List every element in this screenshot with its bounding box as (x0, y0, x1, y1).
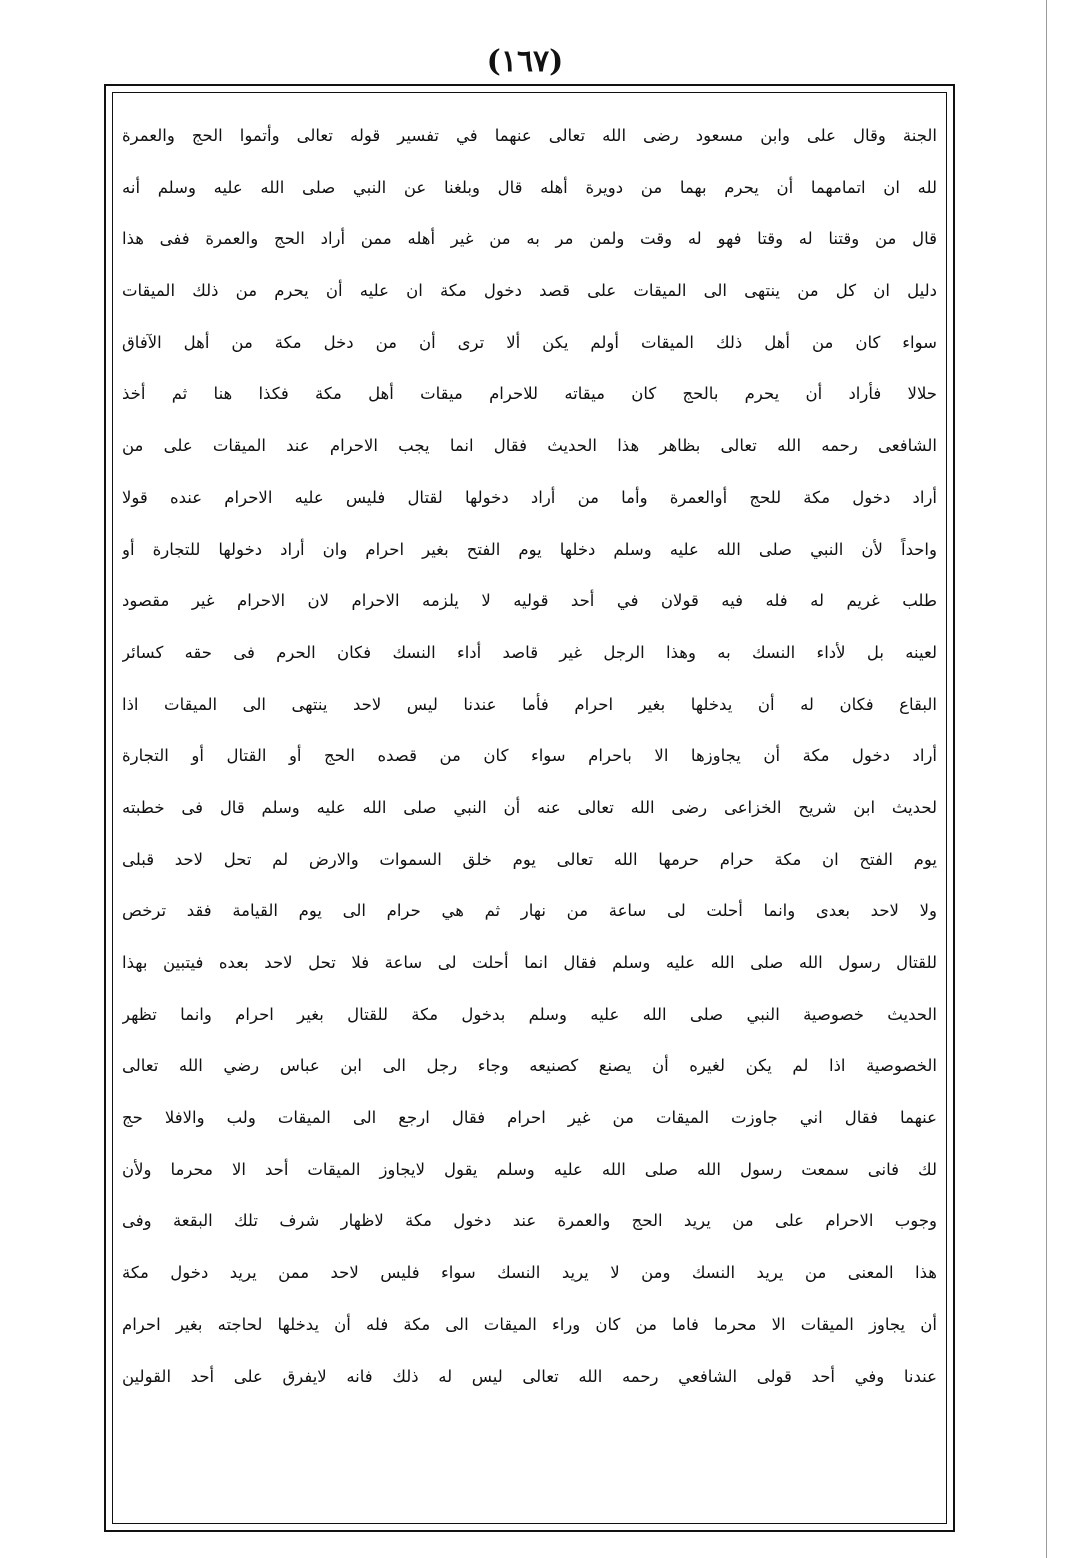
text-line: الخصوصية اذا لم يكن لغيره أن يصنع كصنيعه وجاء رجل الى ابن عباس رضي الله تعالى (122, 1056, 937, 1076)
text-line: ولا لاحد بعدى وانما أحلت لى ساعة من نهار ثم هي حرام الى يوم القيامة فقد ترخص (122, 901, 937, 921)
text-line: يوم الفتح ان مكة حرام حرمها الله تعالى يوم خلق السموات والارض لم تحل لاحد قبلى (122, 849, 937, 869)
text-line: البقاع فكان له أن يدخلها بغير احرام فأما عندنا ليس لاحد ينتهى الى الميقات اذا (122, 694, 937, 714)
right-margin-rule (1046, 0, 1047, 1558)
text-line: دليل ان كل من ينتهى الى الميقات على قصد دخول مكة ان عليه أن يحرم من ذلك الميقات (122, 281, 937, 301)
text-line: أراد دخول مكة أن يجاوزها الا باحرام سواء كان من قصده الحج أو القتال أو التجارة (122, 746, 937, 766)
text-line: حلالا فأراد أن يحرم بالحج كان ميقاته للاحرام ميقات أهل مكة فكذا هنا ثم أخذ (122, 384, 937, 404)
text-line: لك فانى سمعت رسول الله صلى الله عليه وسلم يقول لايجاوز الميقات أحد الا محرما ولأن (122, 1159, 937, 1179)
text-line: هذا المعنى من يريد النسك ومن لا يريد النسك سواء فليس لاحد ممن يريد دخول مكة (122, 1263, 937, 1283)
text-line: لحديث ابن شريح الخزاعى رضى الله تعالى عنه أن النبي صلى الله عليه وسلم قال فى خطبته (122, 797, 937, 817)
page-number: (١٦٧) (486, 44, 564, 79)
text-line: وجوب الاحرام على من يريد الحج والعمرة عند دخول مكة لاظهار شرف تلك البقعة وفى (122, 1211, 937, 1231)
text-line: لعينه بل لأداء النسك به وهذا الرجل غير قاصد أداء النسك فكان الحرم فى حقه كسائر (122, 642, 937, 662)
text-line: الحديث خصوصية النبي صلى الله عليه وسلم بدخول مكة للقتال بغير احرام وانما تظهر (122, 1004, 937, 1024)
text-line: سواء كان من أهل ذلك الميقات أولم يكن ألا ترى أن من دخل مكة من أهل الآفاق (122, 332, 937, 352)
text-line: عنهما فقال اني جاوزت الميقات من غير احرام فقال ارجع الى الميقات ولب والافلا حج (122, 1108, 937, 1128)
text-line: لله ان اتمامهما أن يحرم بهما من دويرة أهله قال وبلغنا عن النبي صلى الله عليه وسلم أنه (122, 177, 937, 197)
text-line: طلب غريم له فله فيه قولان في أحد قوليه لا يلزمه الاحرام لان الاحرام غير مقصود (122, 591, 937, 611)
text-line: قال من وقتنا له وقتا فهو له وقت ولمن مر به من غير أهله ممن أراد الحج والعمرة ففى هذا (122, 229, 937, 249)
text-line: أراد دخول مكة للحج أوالعمرة وأما من أراد دخولها لقتال فليس عليه الاحرام عنده قولا (122, 487, 937, 507)
text-line: الشافعى رحمه الله تعالى بظاهر هذا الحديث فقال انما يجب الاحرام عند الميقات على من (122, 436, 937, 456)
text-line: عندنا وفي أحد قولى الشافعي رحمه الله تعالى ليس له ذلك فانه لايفرق على أحد القولين (122, 1366, 937, 1386)
text-line: واحداً لأن النبي صلى الله عليه وسلم دخلها يوم الفتح بغير احرام وان أراد دخولها للتجارة أو (122, 539, 937, 559)
body-text (122, 110, 937, 1402)
text-line: أن يجاوز الميقات الا محرما فاما من كان وراء الميقات الى مكة فله أن يدخلها لحاجته بغير احرام (122, 1314, 937, 1334)
text-line: للقتال رسول الله صلى الله عليه وسلم فقال انما أحلت لى ساعة فلا تحل لاحد بعده فيتبين بهذا (122, 953, 937, 972)
text-line: الجنة وقال على وابن مسعود رضى الله تعالى عنهما في تفسير قوله تعالى وأتموا الحج والعمرة (122, 126, 937, 145)
